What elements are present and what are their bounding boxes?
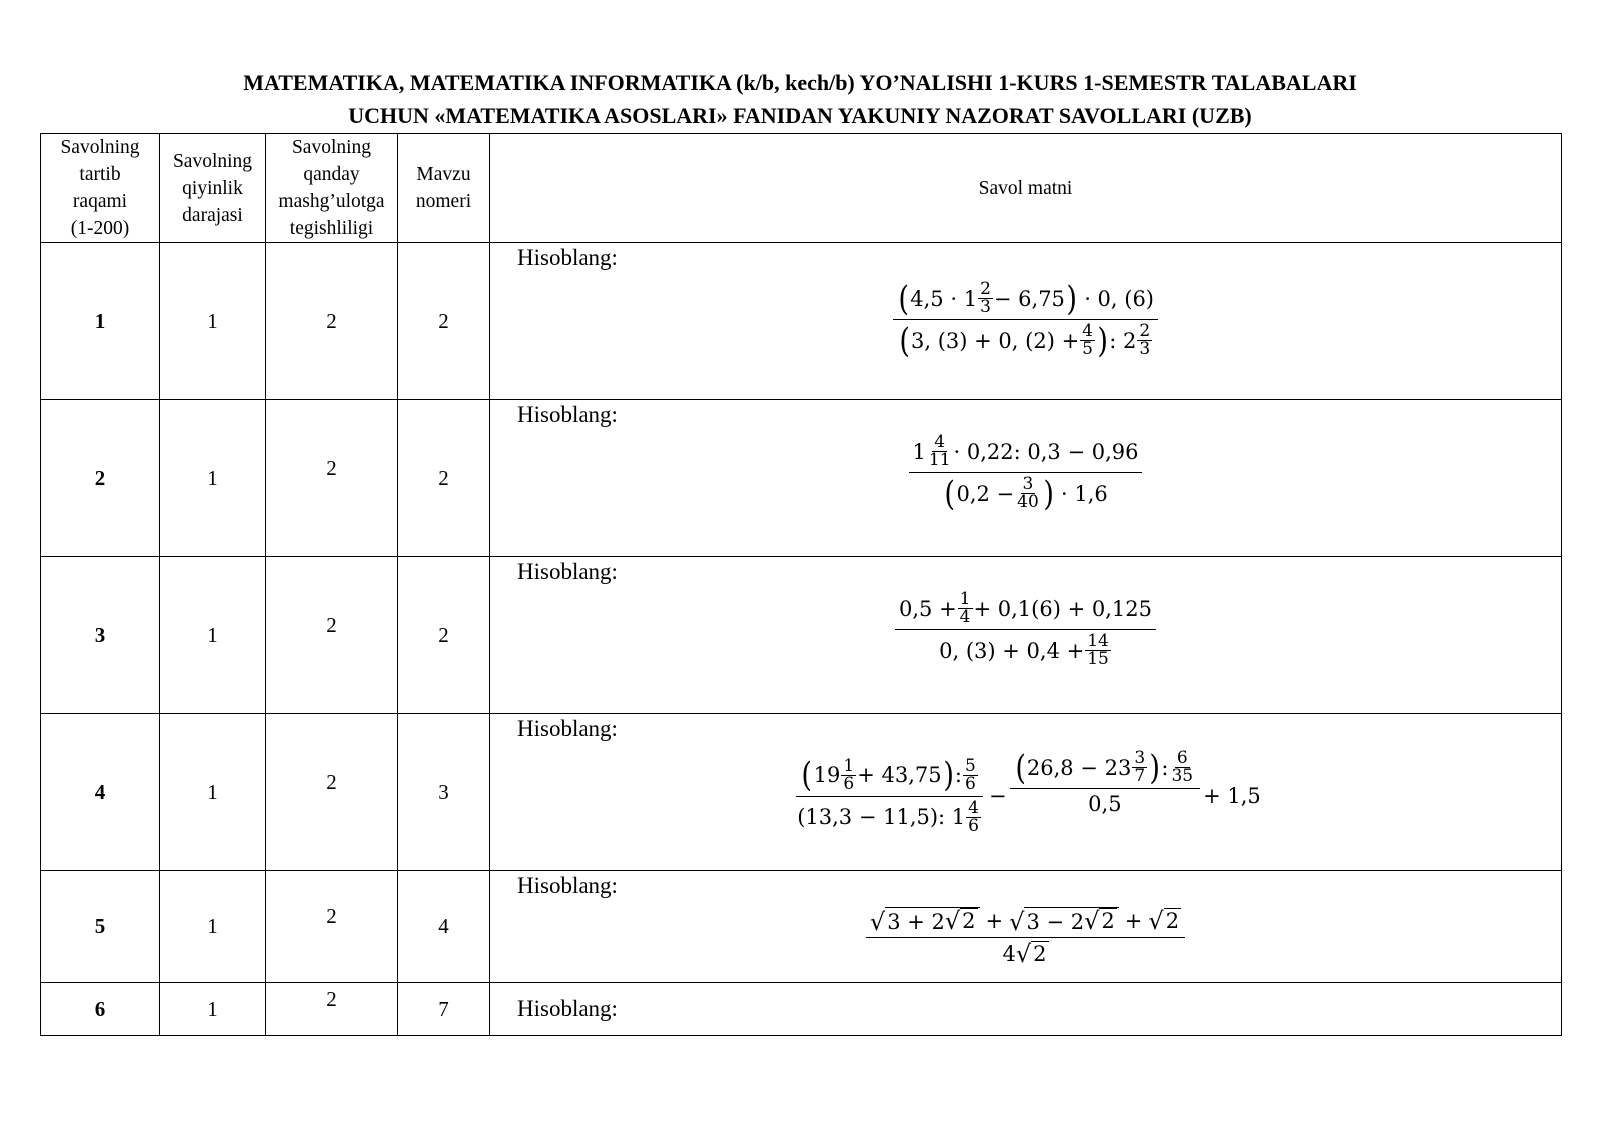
row-number: 6 <box>41 983 160 1036</box>
row-question <box>490 400 1562 557</box>
table-row <box>41 243 1562 400</box>
table-row <box>41 400 1562 557</box>
row-question <box>490 871 1562 983</box>
row-difficulty: 1 <box>160 557 266 714</box>
title-line-1: MATEMATIKA, MATEMATIKA INFORMATIKA (k/b, kech/b) YO’NALISHI 1-KURS 1-SEMESTR TALABALARI <box>243 70 1357 95</box>
row-number: 5 <box>41 871 160 983</box>
header-lesson-type: Savolning qanday mashg’ulotga tegishliligi <box>266 134 398 243</box>
question-label: Hisoblang: <box>517 402 618 427</box>
formula-2: 1 4 11 · 0,22: 0,3 − 0,96 ( 0,2 − $\frac{3}{40}$ ) · 1,6 <box>490 434 1561 511</box>
table-row <box>41 983 1562 1036</box>
row-lesson: 2 <box>266 871 398 983</box>
row-topic: 3 <box>398 714 490 871</box>
header-question-text: Savol matni <box>490 134 1562 243</box>
formula-3: 0,5 + $\frac{1}{4}$ + 0,1(6) + 0,125 0, (3) + 0,4 + $\frac{14}{15}$ <box>490 591 1561 668</box>
header-row <box>41 134 1562 243</box>
row-topic: 2 <box>398 243 490 400</box>
row-number: 4 <box>41 714 160 871</box>
question-label: Hisoblang: <box>517 559 618 584</box>
row-question <box>490 243 1562 400</box>
formula-1: ( 4,5 · 1 2 3 − 6,75 ) · 0, (6) ( 3, (3) + 0, (2) + $\frac{4}{5}$ ) : 2 2 3 <box>490 281 1561 358</box>
question-label: Hisoblang: <box>517 873 618 898</box>
row-topic: 4 <box>398 871 490 983</box>
question-label: Hisoblang: <box>517 996 618 1021</box>
question-label: Hisoblang: <box>517 245 618 270</box>
table-row <box>41 714 1562 871</box>
row-question <box>490 714 1562 871</box>
row-lesson: 2 <box>266 557 398 714</box>
row-topic: 7 <box>398 983 490 1036</box>
header-difficulty: Savolning qiyinlik darajasi <box>160 134 266 243</box>
row-lesson: 2 <box>266 983 398 1036</box>
document-title <box>40 66 1560 132</box>
header-topic-number: Mavzu nomeri <box>398 134 490 243</box>
formula-4: ( 19 1 6 + 43,75 ) : 5 6 (13,3 − 11,5): 1 4 6 − ( 26,8 − 23 3 7 ) : 6 35 0,5 + 1,5 <box>797 747 1261 836</box>
row-topic: 2 <box>398 557 490 714</box>
questions-table <box>40 133 1562 1036</box>
row-number: 3 <box>41 557 160 714</box>
row-difficulty: 1 <box>160 714 266 871</box>
row-topic: 2 <box>398 400 490 557</box>
question-label: Hisoblang: <box>517 716 618 741</box>
row-lesson: 2 <box>266 400 398 557</box>
row-difficulty: 1 <box>160 983 266 1036</box>
row-lesson: 2 <box>266 243 398 400</box>
row-difficulty: 1 <box>160 243 266 400</box>
row-number: 1 <box>41 243 160 400</box>
row-number: 2 <box>41 400 160 557</box>
formula-5: √ 3 + 2 √ 2 + √ 3 − 2 √ 2 + √ 2 4 √ 2 <box>490 907 1561 966</box>
table-row <box>41 557 1562 714</box>
table-row <box>41 871 1562 983</box>
row-question <box>490 557 1562 714</box>
row-lesson: 2 <box>266 714 398 871</box>
header-order-number: Savolning tartib raqami (1-200) <box>41 134 160 243</box>
row-difficulty: 1 <box>160 871 266 983</box>
row-difficulty: 1 <box>160 400 266 557</box>
row-question <box>490 983 1562 1036</box>
title-line-2: UCHUN «MATEMATIKA ASOSLARI» FANIDAN YAKUNIY NAZORAT SAVOLLARI (UZB) <box>348 103 1252 128</box>
